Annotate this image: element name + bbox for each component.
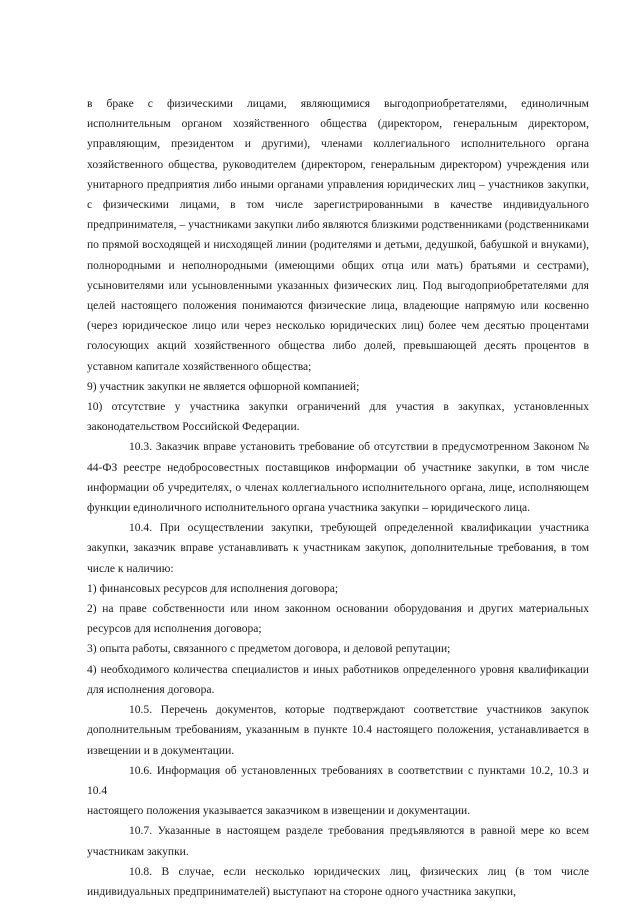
paragraph-list-item-1: 1) финансовых ресурсов для исполнения договора; (87, 582, 339, 595)
paragraph-beneficiaries-definition: в браке с физическими лицами, являющимися выгодоприобретателями, единоличным исполнительным органом хозяйственного общества (директором, генеральным директором, управляющим, президентом и другими), членами коллегиального исполнительного органа хозяйственного общества, руководителем (директором, генеральным директором) учреждения или унитарного предприятия либо иными органами управления юридических лиц – участников закупки, с физическими лицами, в том числе зарегистрированными в качестве индивидуального предпринимателя, – участниками закупки либо являются близкими родственниками (родственниками по прямой восходящей и нисходящей линии (родителями и детьми, дедушкой, бабушкой и внуками), полнородными и неполнородными (имеющими общих отца или мать) братьями и сестрами), усыновителями или усыновленными указанных физических лиц. Под выгодоприобретателями для целей настоящего положения понимаются физические лица, владеющие напрямую или косвенно (через юридическое лицо или через несколько юридических лиц) более чем десятью процентами голосующих акций хозяйственного общества либо долей, превышающей десять процентов в уставном капитале хозяйственного общества; (87, 98, 589, 373)
paragraph-10-8: 10.8. В случае, если несколько юридических лиц, физических лиц (в том числе индивидуальных предпринимателей) выступают на стороне одного участника закупки, (87, 865, 589, 898)
paragraph-list-item-2: 2) на праве собственности или ином законном основании оборудования и других материальных ресурсов для исполнения договора; (87, 603, 589, 636)
paragraph-10-3: 10.3. Заказчик вправе установить требование об отсутствии в предусмотренном Законом № 44-ФЗ реестре недобросовестных поставщиков информации об участнике закупки, в том числе информации об учредителях, о членах коллегиального исполнительного органа, лице, исполняющем функции единоличного исполнительного органа участника закупки – юридического лица. (87, 441, 589, 515)
paragraph-10-6-continuation: настоящего положения указывается заказчиком в извещении и документации. (87, 805, 471, 818)
paragraph-10-6: 10.6. Информация об установленных требованиях в соответствии с пунктами 10.2, 10.3 и 10.4 (87, 764, 589, 797)
document-body (87, 94, 589, 902)
paragraph-list-item-4: 4) необходимого количества специалистов и иных работников определенного уровня квалификации для исполнения договора. (87, 663, 589, 696)
paragraph-10-5: 10.5. Перечень документов, которые подтверждают соответствие участников закупок дополнительным требованиям, указанным в пункте 10.4 настоящего положения, устанавливается в извещении и в документации. (87, 704, 589, 757)
paragraph-item-10: 10) отсутствие у участника закупки ограничений для участия в закупках, установленных законодательством Российской Федерации. (87, 401, 589, 434)
paragraph-10-7: 10.7. Указанные в настоящем разделе требования предъявляются в равной мере ко всем участникам закупки. (87, 825, 589, 858)
paragraph-item-9: 9) участник закупки не является офшорной компанией; (87, 380, 360, 393)
paragraph-list-item-3: 3) опыта работы, связанного с предметом договора, и деловой репутации; (87, 643, 451, 656)
paragraph-10-4: 10.4. При осуществлении закупки, требующей определенной квалификации участника закупки, заказчик вправе устанавливать к участникам закупок, дополнительные требования, в том числе к наличию: (87, 522, 589, 575)
